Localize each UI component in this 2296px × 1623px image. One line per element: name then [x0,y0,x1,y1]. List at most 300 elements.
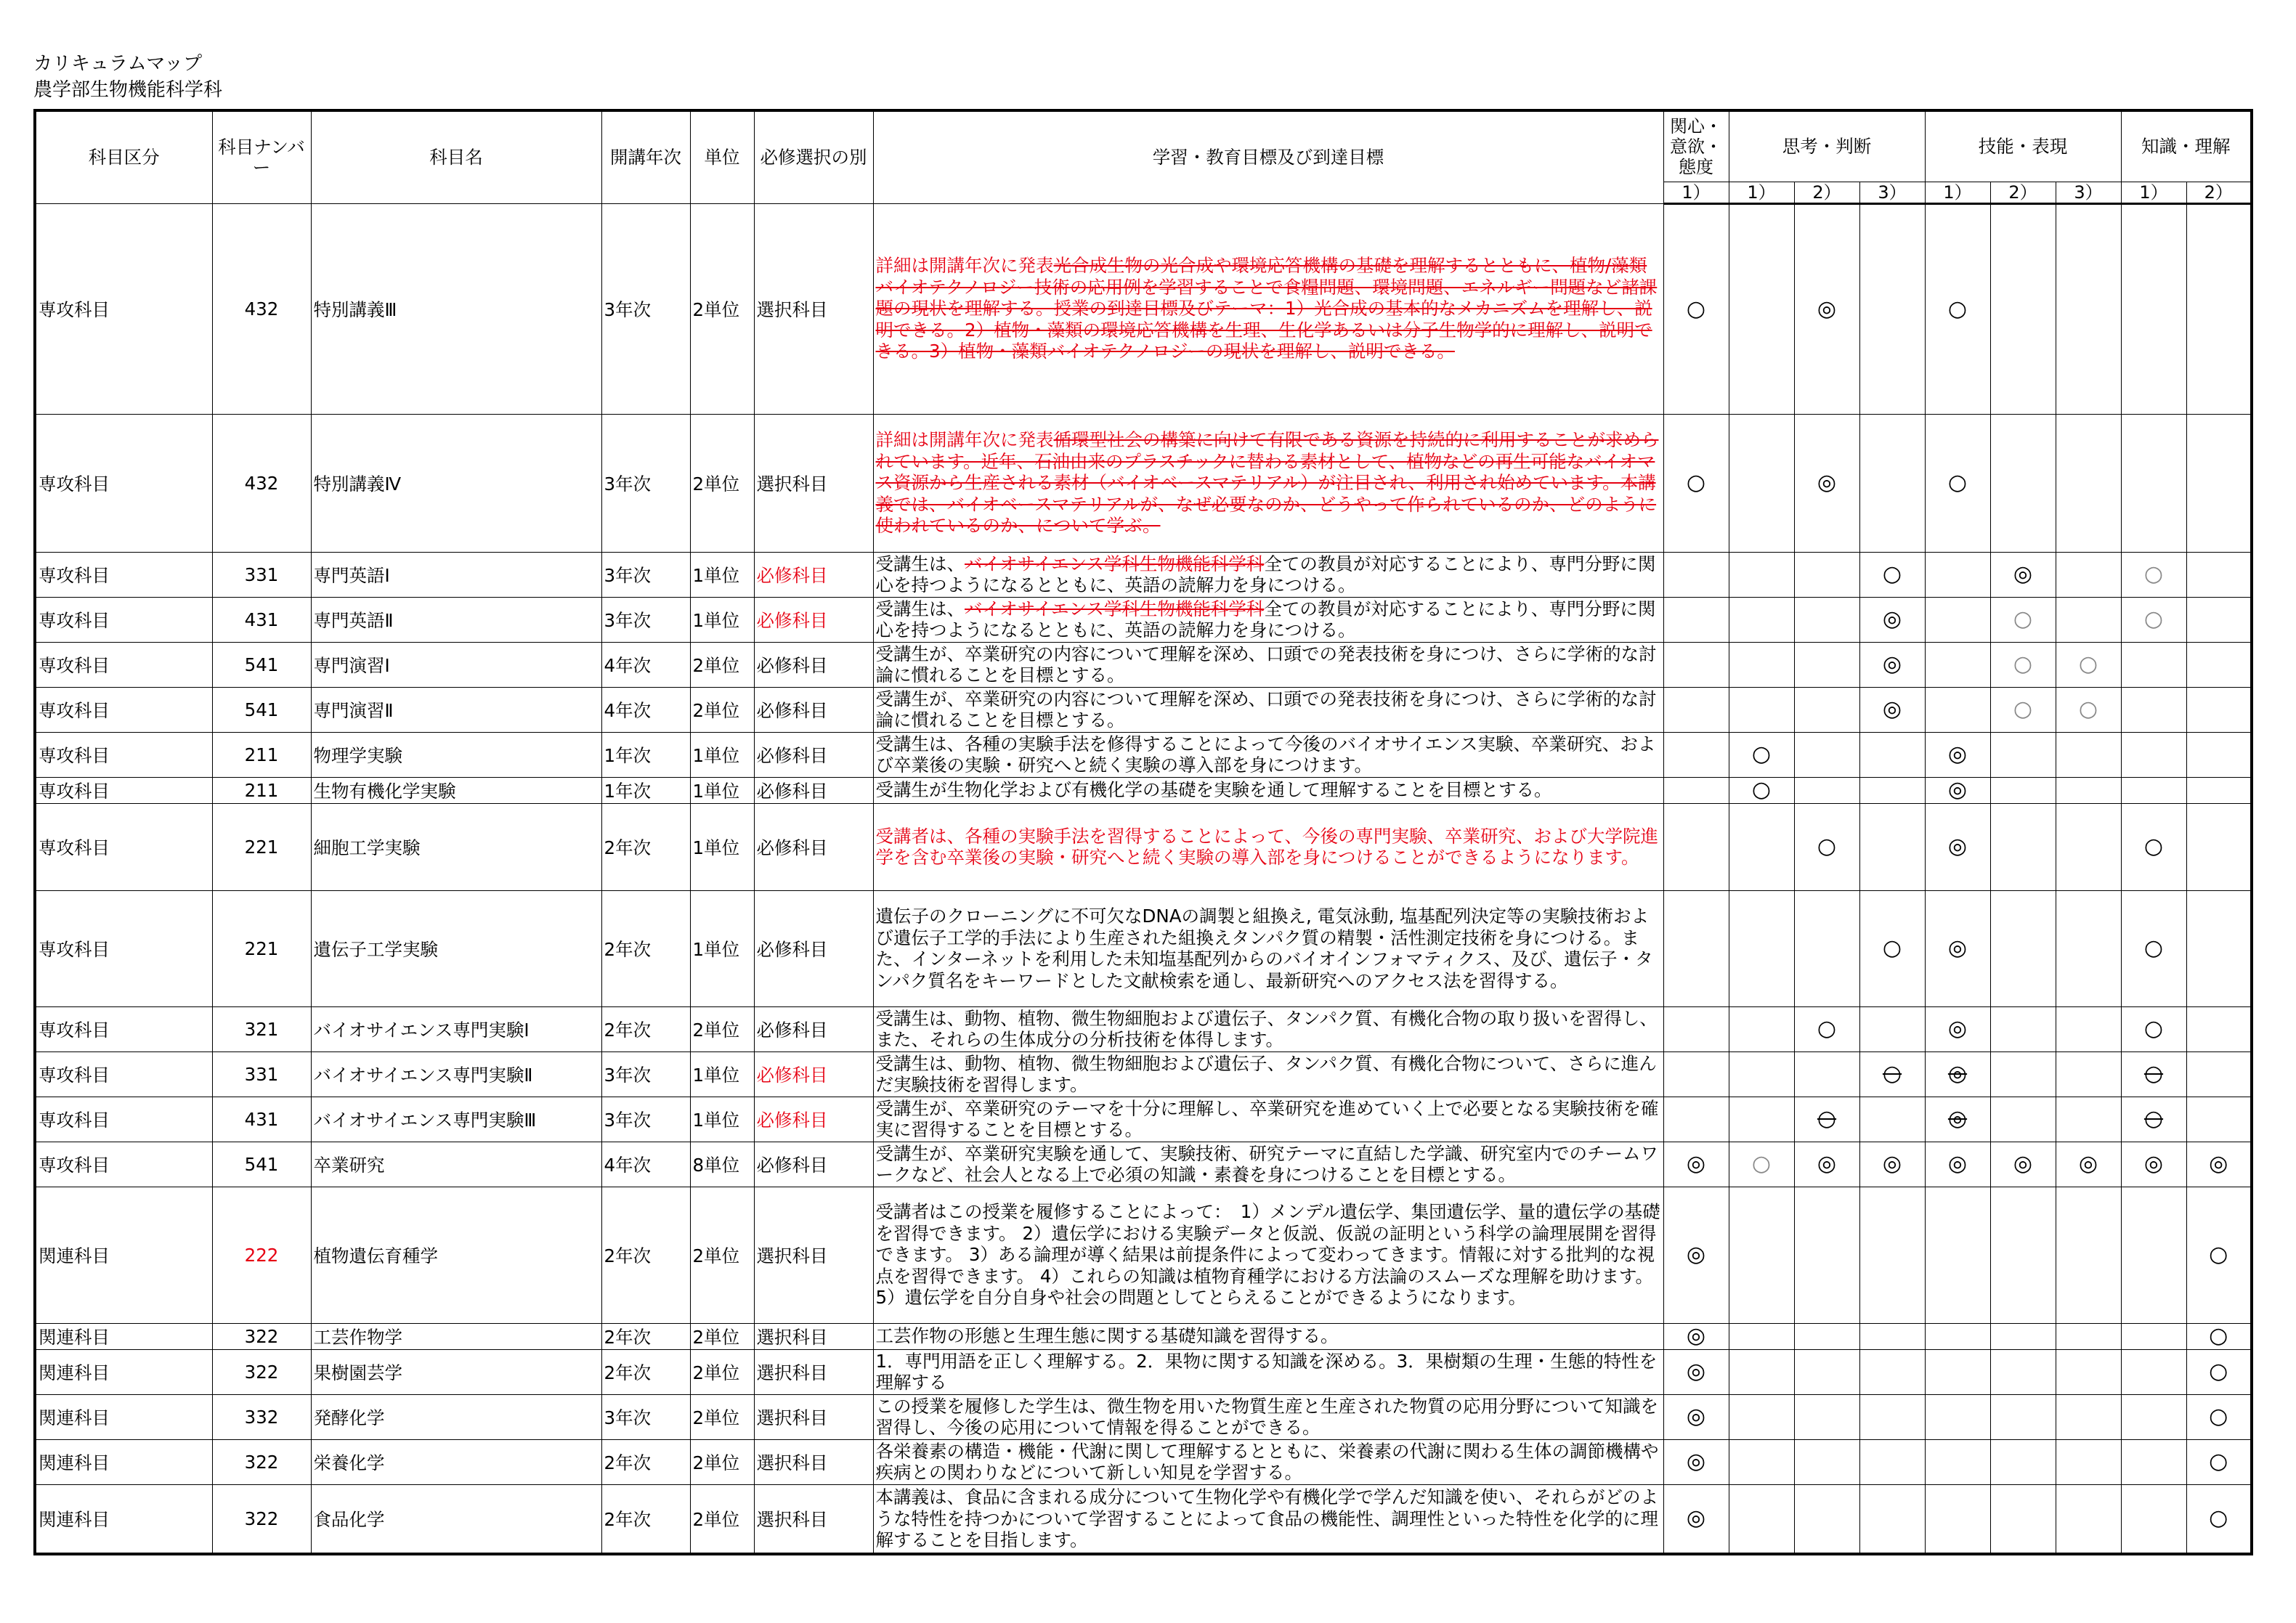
mark-cell [2121,1052,2186,1097]
goal-text: バイオサイエンス学科生物機能科学科 [965,553,1265,574]
document-title-line1: カリキュラムマップ [33,53,203,75]
header-goals: 学習・教育目標及び到達目標 [873,110,1663,203]
cell-number: 331 [212,552,311,597]
double-circle-mark: ◎ [2013,1151,2033,1176]
cell-category: 専攻科目 [35,1142,212,1187]
circle-mark: ○ [2143,606,2164,632]
goal-text: 受講生が、卒業研究の内容について理解を深め、口頭での発表技術を身につけ、さらに学術的な討論に慣れることを目標とする。 [875,643,1657,686]
cell-name: 発酵化学 [311,1394,601,1439]
goal-text: 詳細は開講年次に発表 [875,255,1054,277]
goal-text: 受講者はこの授業を履修することによって： 1）メンデル遺伝学、集団遺伝学、量的遺伝学の基礎を習得できます。 2）遺伝学における実験データと仮説、仮説の証明という科学の論理展開を習得できます。 3）ある論理が導く結果は前提条件によって変わってきます。情報に対する批判的な視点を習得できます。 4）これらの知識は植物育種学における方法論のスムーズな理解を助けます。 5）遺伝学を自分自身や社会の問題としてとらえることができるようになります。 [875,1201,1660,1309]
table-row [35,1439,2252,1484]
cell-credits: 2単位 [690,414,754,552]
mark-cell [2121,1439,2186,1484]
sub-header: 1） [1729,182,1794,203]
cell-number: 321 [212,1006,311,1052]
cell-name: 特別講義Ⅳ [311,414,601,552]
mark-cell [1859,687,1925,732]
sub-header: 1） [2121,182,2186,203]
cell-name: 卒業研究 [311,1142,601,1187]
cell-name: 食品化学 [311,1484,601,1554]
cell-number: 331 [212,1052,311,1097]
mark-cell [2121,1349,2186,1394]
table-row [35,1349,2252,1394]
cell-number: 211 [212,777,311,803]
goal-text: 受講生が生物化学および有機化学の基礎を実験を通して理解することを目標とする。 [875,779,1552,801]
cell-name: 特別講義Ⅲ [311,203,601,414]
mark-cell [1859,1097,1925,1142]
mark-cell [1729,777,1794,803]
sub-header: 1） [1925,182,1990,203]
mark-cell [1794,1052,1859,1097]
mark-cell [1729,414,1794,552]
mark-cell [1729,732,1794,777]
mark-cell [1990,803,2056,890]
cell-year: 3年次 [601,597,690,642]
mark-cell [1794,552,1859,597]
cell-category: 専攻科目 [35,890,212,1006]
mark-cell [1663,642,1729,687]
mark-cell [2186,1484,2252,1554]
double-circle-mark: ◎ [1947,741,1968,767]
double-circle-mark: ◎ [1947,777,1968,802]
cell-required: 必修科目 [754,777,873,803]
mark-cell [1925,1142,1990,1187]
goal-text: 工芸作物の形態と生理生態に関する基礎知識を習得する。 [875,1325,1339,1347]
mark-cell [1990,1323,2056,1349]
cell-goal [873,1349,1663,1394]
cell-number: 322 [212,1349,311,1394]
mark-cell [2056,890,2121,1006]
mark-cell [1990,1394,2056,1439]
mark-cell [2056,803,2121,890]
cell-credits: 2単位 [690,1484,754,1554]
cell-year: 3年次 [601,552,690,597]
mark-cell [1990,732,2056,777]
cell-year: 2年次 [601,1439,690,1484]
cell-name: 果樹園芸学 [311,1349,601,1394]
double-circle-mark: ◎ [1817,470,1837,495]
goal-text: 1．専門用語を正しく理解する。2．果物に関する知識を深める。3．果樹類の生理・生態的特性を理解する [875,1350,1658,1393]
goal-text: 詳細は開講年次に発表 [875,429,1054,451]
mark-cell [2186,1394,2252,1439]
cell-category: 関連科目 [35,1187,212,1323]
double-circle-mark: ◎ [1947,1016,1968,1041]
cell-goal [873,732,1663,777]
cell-number: 322 [212,1484,311,1554]
mark-cell [1859,890,1925,1006]
circle-mark: ○ [2143,1106,2164,1131]
cell-credits: 1単位 [690,552,754,597]
mark-cell [1729,203,1794,414]
mark-cell [1859,732,1925,777]
cell-goal [873,642,1663,687]
double-circle-mark: ◎ [1817,296,1837,322]
mark-cell [2121,732,2186,777]
cell-goal [873,890,1663,1006]
goal-text: 全ての教員が対応することにより、専門分野に関心を持つようになるとともに、英語の読解力を身につける。 [875,553,1656,595]
mark-cell [2056,597,2121,642]
cell-category: 関連科目 [35,1323,212,1349]
mark-cell [1729,687,1794,732]
double-circle-mark: ◎ [1686,1242,1706,1267]
mark-cell [1925,552,1990,597]
table-row [35,414,2252,552]
goal-text: 循環型社会の構築に向けて有限である資源を持続的に利用することが求められています。近年、石油由来のプラスチックに替わる素材として、植物などの再生可能なバイオマス資源から生産される素材（バイオベースマテリアル）が注目され、利用され始めています。本講義では、バイオベースマテリアルが、なぜ必要なのか、どうやって作られているのか、どのように使われているのか、について学ぶ。 [875,429,1659,537]
mark-cell [1663,803,1729,890]
mark-cell [2121,687,2186,732]
mark-cell [2186,1187,2252,1323]
mark-cell [1990,1142,2056,1187]
circle-mark: ○ [2209,1505,2228,1532]
mark-cell [2186,414,2252,552]
mark-cell [2186,777,2252,803]
mark-cell [2056,777,2121,803]
curriculum-map-table [33,109,2253,1555]
mark-cell [1990,1097,2056,1142]
cell-category: 関連科目 [35,1394,212,1439]
circle-mark: ○ [2078,651,2098,677]
mark-cell [1990,1187,2056,1323]
cell-required: 必修科目 [754,1142,873,1187]
cell-name: 物理学実験 [311,732,601,777]
cell-number: 211 [212,732,311,777]
circle-mark: ○ [1686,296,1706,322]
cell-category: 専攻科目 [35,1006,212,1052]
cell-number: 432 [212,203,311,414]
cell-goal [873,777,1663,803]
goal-text: 受講者は、各種の実験手法を習得することによって、今後の専門実験、卒業研究、および大学院進学を含む卒業後の実験・研究へと続く実験の導入部を身につけることができるようになります。 [875,825,1659,868]
cell-required: 選択科目 [754,203,873,414]
mark-cell [2121,1394,2186,1439]
circle-mark: ○ [2143,834,2164,859]
cell-required: 選択科目 [754,1484,873,1554]
cell-year: 2年次 [601,803,690,890]
mark-cell [2186,803,2252,890]
mark-cell [2056,1052,2121,1097]
table-row [35,203,2252,414]
cell-credits: 8単位 [690,1142,754,1187]
cell-goal [873,1142,1663,1187]
cell-credits: 1単位 [690,777,754,803]
mark-cell [2056,1323,2121,1349]
cell-required: 選択科目 [754,1187,873,1323]
mark-cell [1859,1439,1925,1484]
mark-cell [2056,687,2121,732]
goal-text: 受講生は、動物、植物、微生物細胞および遺伝子、タンパク質、有機化合物の取り扱いを習得し、また、それらの生体成分の分析技術を体得します。 [875,1007,1658,1050]
circle-mark: ○ [1882,561,1902,587]
mark-cell [1663,1349,1729,1394]
mark-cell [2121,203,2186,414]
cell-category: 専攻科目 [35,597,212,642]
cell-goal [873,1394,1663,1439]
mark-cell [1925,642,1990,687]
mark-cell [2056,1006,2121,1052]
cell-credits: 2単位 [690,1349,754,1394]
mark-cell [1663,687,1729,732]
double-circle-mark: ◎ [1686,1505,1706,1532]
cell-name: 細胞工学実験 [311,803,601,890]
table-row [35,552,2252,597]
mark-cell [2121,803,2186,890]
circle-mark: ○ [2013,696,2033,722]
double-circle-mark: ◎ [1882,1151,1902,1176]
cell-required: 必修科目 [754,1097,873,1142]
cell-number: 222 [212,1187,311,1323]
cell-year: 3年次 [601,1394,690,1439]
goal-text: 授業の到達目標及びテーマ： [1053,298,1285,320]
double-circle-mark: ◎ [1947,1106,1968,1131]
cell-year: 2年次 [601,1323,690,1349]
double-circle-mark: ◎ [1686,1449,1706,1474]
mark-cell [1794,1349,1859,1394]
mark-cell [1925,1097,1990,1142]
circle-mark: ○ [1686,470,1706,495]
double-circle-mark: ◎ [2143,1151,2164,1176]
mark-cell [1925,1323,1990,1349]
mark-cell [1663,1097,1729,1142]
mark-cell [1729,1097,1794,1142]
header-category: 科目区分 [35,110,212,203]
cell-number: 431 [212,1097,311,1142]
cell-category: 専攻科目 [35,552,212,597]
mark-cell [2186,642,2252,687]
cell-year: 2年次 [601,1187,690,1323]
cell-goal [873,414,1663,552]
cell-credits: 1単位 [690,1052,754,1097]
mark-cell [2186,1097,2252,1142]
mark-cell [2121,1484,2186,1554]
double-circle-mark: ◎ [1947,1151,1968,1176]
double-circle-mark: ◎ [1686,1323,1706,1349]
mark-cell [1859,777,1925,803]
table-row [35,1323,2252,1349]
cell-year: 4年次 [601,642,690,687]
mark-cell [2121,597,2186,642]
mark-cell [2056,642,2121,687]
mark-cell [1729,803,1794,890]
cell-category: 関連科目 [35,1349,212,1394]
mark-cell [1925,414,1990,552]
cell-name: 植物遺伝育種学 [311,1187,601,1323]
sub-header: 3） [2056,182,2121,203]
cell-name: 専門演習Ⅱ [311,687,601,732]
goal-text: 受講生は、動物、植物、微生物細胞および遺伝子、タンパク質、有機化合物について、さらに進んだ実験技術を習得します。 [875,1052,1657,1095]
cell-credits: 1単位 [690,1097,754,1142]
circle-mark: ○ [1751,741,1772,767]
document-title-line2: 農学部生物機能科学科 [33,79,223,101]
mark-cell [1729,1394,1794,1439]
mark-cell [1925,1187,1990,1323]
cell-year: 3年次 [601,1097,690,1142]
mark-cell [2056,552,2121,597]
mark-cell [1663,1052,1729,1097]
mark-cell [1925,1006,1990,1052]
mark-cell [1859,1484,1925,1554]
cell-credits: 1単位 [690,803,754,890]
header-thinking: 思考・判断 [1729,110,1925,182]
mark-cell [1925,1439,1990,1484]
cell-year: 3年次 [601,1052,690,1097]
cell-credits: 1単位 [690,597,754,642]
mark-cell [2186,552,2252,597]
cell-credits: 2単位 [690,687,754,732]
goal-text: 受講生は、各種の実験手法を修得することによって今後のバイオサイエンス実験、卒業研究、および卒業後の実験・研究へと続く実験の導入部を身につけます。 [875,733,1656,776]
cell-year: 1年次 [601,732,690,777]
mark-cell [1794,1439,1859,1484]
mark-cell [1859,1394,1925,1439]
cell-category: 専攻科目 [35,732,212,777]
cell-required: 必修科目 [754,552,873,597]
circle-mark: ○ [2209,1323,2228,1349]
cell-name: バイオサイエンス専門実験Ⅱ [311,1052,601,1097]
mark-cell [2121,777,2186,803]
mark-cell [2056,1142,2121,1187]
mark-cell [1859,1006,1925,1052]
mark-cell [1859,414,1925,552]
double-circle-mark: ◎ [1882,651,1902,677]
table-row [35,1052,2252,1097]
cell-goal [873,597,1663,642]
mark-cell [1925,597,1990,642]
mark-cell [1859,1323,1925,1349]
table-row [35,1006,2252,1052]
cell-name: 専門英語Ⅰ [311,552,601,597]
circle-mark: ○ [1817,1106,1837,1131]
mark-cell [2186,1323,2252,1349]
mark-cell [1859,1187,1925,1323]
cell-required: 必修科目 [754,642,873,687]
cell-category: 専攻科目 [35,203,212,414]
mark-cell [1794,1006,1859,1052]
mark-cell [1925,803,1990,890]
mark-cell [2121,890,2186,1006]
sub-header: 1） [1663,182,1729,203]
mark-cell [1925,1484,1990,1554]
cell-number: 332 [212,1394,311,1439]
mark-cell [1729,1052,1794,1097]
double-circle-mark: ◎ [1947,834,1968,859]
circle-mark: ○ [2209,1449,2228,1474]
cell-number: 322 [212,1439,311,1484]
mark-cell [1925,203,1990,414]
mark-cell [1859,1052,1925,1097]
mark-cell [1729,597,1794,642]
mark-cell [1990,890,2056,1006]
circle-mark: ○ [1882,1061,1902,1086]
mark-cell [1794,687,1859,732]
goal-text: この授業を履修した学生は、微生物を用いた物質生産と生産された物質の応用分野について知識を習得し、今後の応用について情報を得ることができる。 [875,1395,1659,1438]
mark-cell [1794,890,1859,1006]
mark-cell [2121,414,2186,552]
mark-cell [2056,1349,2121,1394]
header-required: 必修選択の別 [754,110,873,203]
cell-category: 関連科目 [35,1439,212,1484]
mark-cell [2056,1439,2121,1484]
sub-header: 2） [2186,182,2252,203]
goal-text: 全ての教員が対応することにより、専門分野に関心を持つようになるとともに、英語の読解力を身につける。 [875,598,1656,640]
cell-year: 2年次 [601,890,690,1006]
goal-text: 1）光合成の基本的なメカニズムを理解し、説明できる。 [875,298,1652,341]
circle-mark: ○ [1947,470,1968,495]
cell-year: 2年次 [601,1006,690,1052]
goal-text: バイオサイエンス学科生物機能科学科 [965,598,1265,619]
cell-credits: 2単位 [690,1006,754,1052]
mark-cell [1663,1394,1729,1439]
mark-cell [1794,1394,1859,1439]
mark-cell [1663,1323,1729,1349]
mark-cell [1925,1394,1990,1439]
mark-cell [2186,890,2252,1006]
mark-cell [1729,552,1794,597]
circle-mark: ○ [2209,1242,2228,1267]
cell-required: 選択科目 [754,414,873,552]
goal-text: 2）植物・藻類の環境応答機構を生理、生化学あるいは分子生物学的に理解し、説明できる。 [875,319,1652,362]
goal-text: 受講生は、 [875,553,965,574]
mark-cell [1990,777,2056,803]
cell-category: 専攻科目 [35,414,212,552]
circle-mark: ○ [2143,1061,2164,1086]
mark-cell [2121,1097,2186,1142]
mark-cell [1729,1323,1794,1349]
cell-number: 432 [212,414,311,552]
mark-cell [1859,597,1925,642]
header-knowledge: 知識・理解 [2121,110,2252,182]
mark-cell [1859,203,1925,414]
header-credits: 単位 [690,110,754,203]
cell-required: 選択科目 [754,1439,873,1484]
mark-cell [2186,1349,2252,1394]
table-row [35,890,2252,1006]
mark-cell [1794,1484,1859,1554]
mark-cell [1729,1187,1794,1323]
table-body [35,203,2252,1554]
circle-mark: ○ [2013,651,2033,677]
circle-mark: ○ [1817,834,1837,859]
cell-name: 専門英語Ⅱ [311,597,601,642]
double-circle-mark: ◎ [1882,606,1902,632]
cell-number: 541 [212,642,311,687]
table-row [35,1187,2252,1323]
cell-year: 2年次 [601,1484,690,1554]
mark-cell [1794,1323,1859,1349]
mark-cell [1794,1142,1859,1187]
cell-credits: 2単位 [690,203,754,414]
header-name: 科目名 [311,110,601,203]
cell-goal [873,1006,1663,1052]
circle-mark: ○ [2209,1359,2228,1384]
cell-credits: 2単位 [690,642,754,687]
mark-cell [2186,597,2252,642]
mark-cell [2056,203,2121,414]
circle-mark: ○ [2143,935,2164,961]
cell-number: 221 [212,890,311,1006]
cell-name: 専門演習Ⅰ [311,642,601,687]
double-circle-mark: ◎ [1817,1151,1837,1176]
cell-number: 541 [212,687,311,732]
mark-cell [1794,414,1859,552]
document-title [33,51,222,103]
cell-credits: 2単位 [690,1394,754,1439]
circle-mark: ○ [1751,777,1772,802]
double-circle-mark: ◎ [2013,561,2033,587]
mark-cell [2186,1052,2252,1097]
mark-cell [2121,1142,2186,1187]
cell-category: 関連科目 [35,1484,212,1554]
cell-required: 必修科目 [754,1052,873,1097]
cell-goal [873,1097,1663,1142]
mark-cell [1859,1142,1925,1187]
